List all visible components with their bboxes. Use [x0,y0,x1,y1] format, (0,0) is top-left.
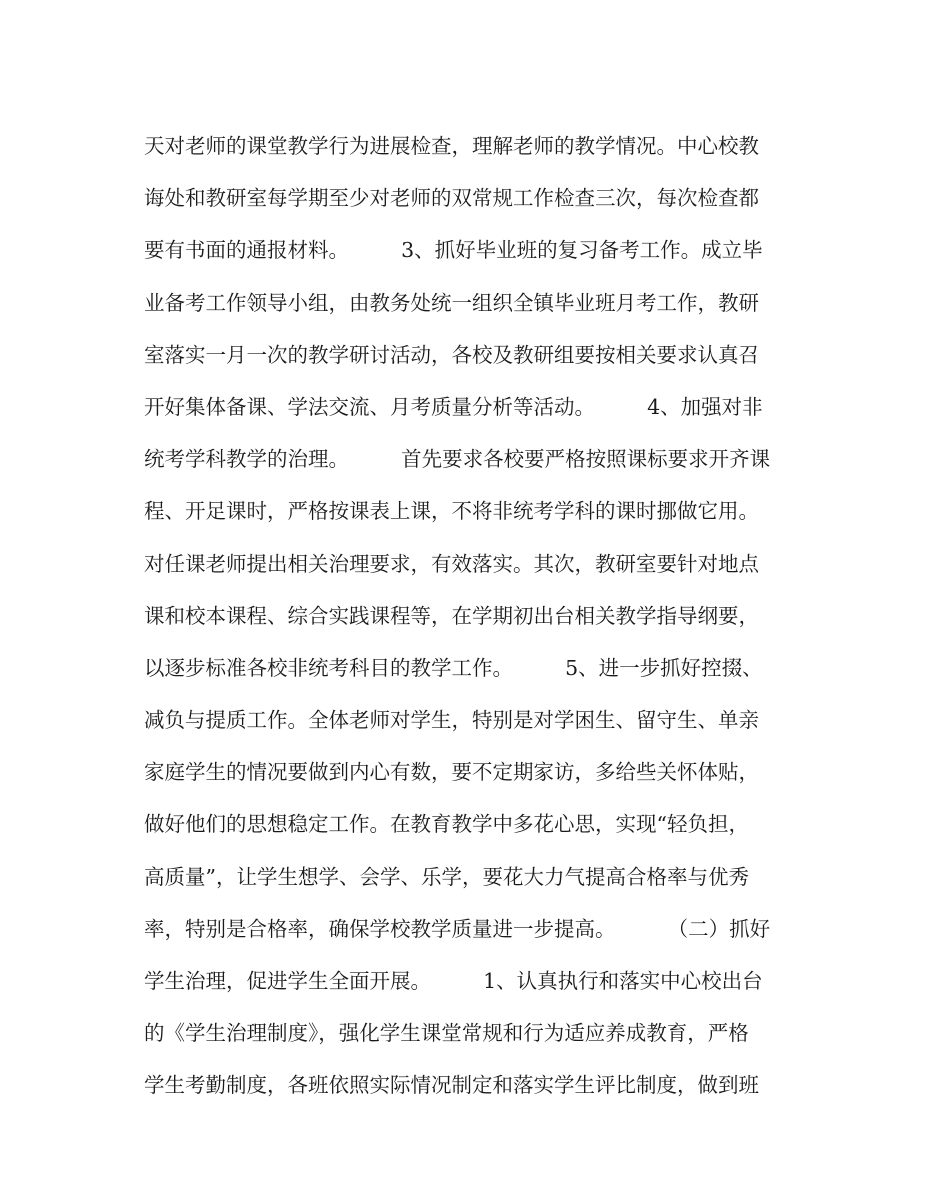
text-line: 高质量”，让学生想学、会学、乐学，要花大力气提高合格率与优秀 [144,864,749,889]
text-line: 率，特别是合格率，确保学校教学质量进一步提高。 （二）抓好 [144,916,771,941]
text-line: 要有书面的通报材料。 3、抓好毕业班的复习备考工作。成立毕 [144,238,763,263]
text-line: 减负与提质工作。全体老师对学生，特别是对学困生、留守生、单亲 [144,708,759,733]
text-line: 的《学生治理制度》，强化学生课堂常规和行为适应养成教育，严格 [144,1021,749,1046]
text-line: 课和校本课程、综合实践课程等，在学期初出台相关教学指导纲要， [144,603,759,628]
text-line: 诲处和教研室每学期至少对老师的双常规工作检查三次，每次检查都 [144,186,759,211]
text-line: 天对老师的课堂教学行为进展检查，理解老师的教学情况。中心校教 [144,134,759,158]
text-line: 学生治理，促进学生全面开展。 1、认真执行和落实中心校出台 [144,969,763,993]
text-line: 以逐步标准各校非统考科目的教学工作。 5、进一步抓好控掇、 [144,655,763,680]
text-line: 学生考勤制度，各班依照实际情况制定和落实学生评比制度，做到班 [144,1073,759,1098]
body-text [144,126,814,1118]
text-line: 统考学科教学的治理。 首先要求各校要严格按照课标要求开齐课 [144,447,771,472]
text-line: 程、开足课时，严格按课表上课，不将非统考学科的课时挪做它用。 [144,499,759,524]
text-line: 对任课老师提出相关治理要求，有效落实。其次，教研室要针对地点 [144,551,759,576]
text-line: 做好他们的思想稳定工作。在教育教学中多花心思，实现“轻负担， [144,812,749,837]
text-line: 家庭学生的情况要做到内心有数，要不定期家访，多给些关怀体贴， [144,760,759,785]
text-line: 开好集体备课、学法交流、月考质量分析等活动。 4、加强对非 [144,394,763,419]
text-line: 室落实一月一次的教学研讨活动，各校及教研组要按相关要求认真召 [144,342,759,367]
text-line: 业备考工作领导小组，由教务处统一组织全镇毕业班月考工作，教研 [144,290,759,315]
